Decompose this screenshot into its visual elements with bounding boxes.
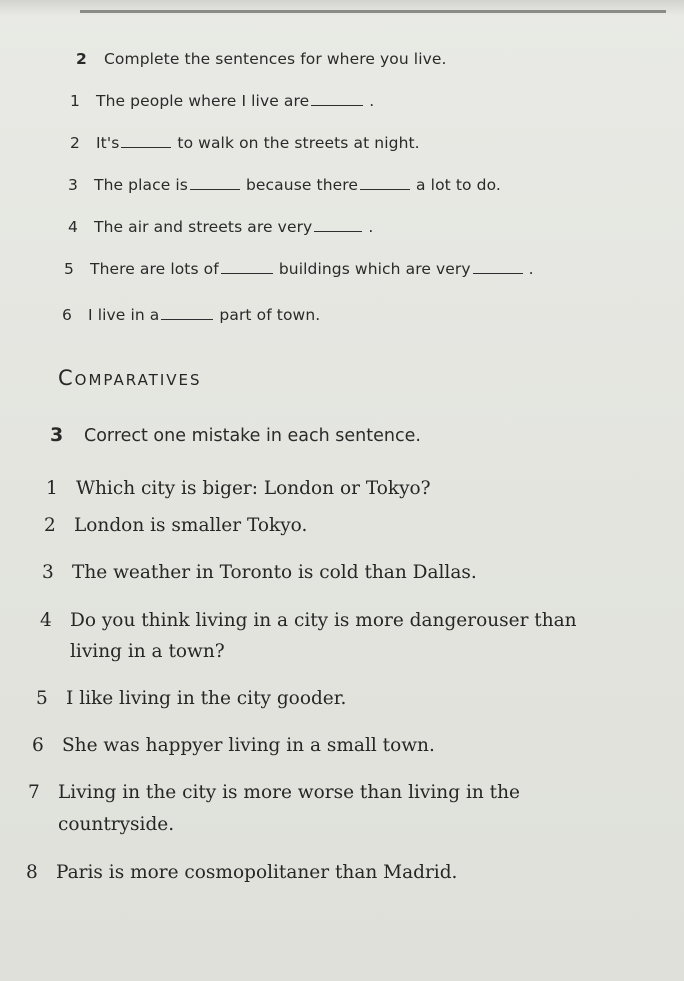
item-text: The place is <box>94 176 188 194</box>
exercise-3-item <box>26 862 457 883</box>
item-text: because there <box>245 176 359 194</box>
exercise-2-item <box>68 218 373 236</box>
item-text: . <box>368 218 374 236</box>
item-text: There are lots of <box>90 260 219 278</box>
exercise-instruction: Complete the sentences for where you live. <box>104 50 447 68</box>
item-number: 6 <box>62 306 72 324</box>
exercise-2-item <box>68 176 501 194</box>
item-number: 5 <box>36 688 48 709</box>
item-text: a lot to do. <box>416 176 501 194</box>
item-text: I like living in the city gooder. <box>66 688 347 709</box>
item-text: Which city is biger: London or Tokyo? <box>76 478 431 499</box>
item-text: living in a town? <box>70 641 225 662</box>
answer-blank[interactable] <box>190 177 240 190</box>
exercise-3-item-continued <box>40 641 225 662</box>
exercise-3-item <box>28 782 520 803</box>
item-number: 4 <box>68 218 78 236</box>
item-number: 4 <box>40 610 52 631</box>
item-number: 5 <box>64 260 74 278</box>
answer-blank[interactable] <box>121 135 171 148</box>
exercise-3-item-continued <box>28 814 174 835</box>
item-number: 1 <box>70 92 80 110</box>
item-text: countryside. <box>58 814 175 835</box>
item-text: to walk on the streets at night. <box>177 134 420 152</box>
item-number: 3 <box>42 562 54 583</box>
item-number: 8 <box>26 862 38 883</box>
answer-blank[interactable] <box>360 177 410 190</box>
exercise-2-item <box>70 134 420 152</box>
item-text: London is smaller Tokyo. <box>74 515 308 536</box>
exercise-2-item <box>64 260 534 278</box>
answer-blank[interactable] <box>473 261 523 274</box>
item-number: 7 <box>28 782 40 803</box>
item-number: 3 <box>68 176 78 194</box>
exercise-2-item <box>70 92 374 110</box>
item-text: . <box>369 92 375 110</box>
item-text: Paris is more cosmopolitaner than Madrid. <box>56 862 458 883</box>
item-text: I live in a <box>88 306 160 324</box>
item-text: The air and streets are very <box>94 218 313 236</box>
exercise-number: 2 <box>76 50 87 68</box>
exercise-3-heading <box>50 424 421 446</box>
answer-blank[interactable] <box>314 219 362 232</box>
exercise-3-item <box>40 610 577 631</box>
top-divider <box>80 10 666 13</box>
exercise-3-item <box>46 478 431 499</box>
item-text: . <box>528 260 534 278</box>
section-title: Comparatives <box>58 366 202 390</box>
item-text: Living in the city is more worse than living in the <box>58 782 520 803</box>
exercise-3-item <box>44 515 307 536</box>
item-text: It's <box>96 134 120 152</box>
exercise-3-item <box>42 562 477 583</box>
page-top-shadow <box>0 0 684 16</box>
item-text: She was happyer living in a small town. <box>62 735 435 756</box>
answer-blank[interactable] <box>311 93 363 106</box>
exercise-3-item <box>36 688 346 709</box>
item-text: part of town. <box>219 306 321 324</box>
item-text: Do you think living in a city is more dangerouser than <box>70 610 577 631</box>
exercise-3-item <box>32 735 435 756</box>
exercise-instruction: Correct one mistake in each sentence. <box>84 426 421 446</box>
exercise-2-item <box>62 306 320 324</box>
item-number: 1 <box>46 478 58 499</box>
item-number: 2 <box>44 515 56 536</box>
item-text: buildings which are very <box>278 260 471 278</box>
item-number: 2 <box>70 134 80 152</box>
item-number: 6 <box>32 735 44 756</box>
item-text: The weather in Toronto is cold than Dallas. <box>72 562 477 583</box>
answer-blank[interactable] <box>221 261 273 274</box>
exercise-number: 3 <box>50 424 64 446</box>
item-text: The people where I live are <box>96 92 310 110</box>
answer-blank[interactable] <box>161 307 213 320</box>
exercise-2-heading <box>76 50 447 68</box>
